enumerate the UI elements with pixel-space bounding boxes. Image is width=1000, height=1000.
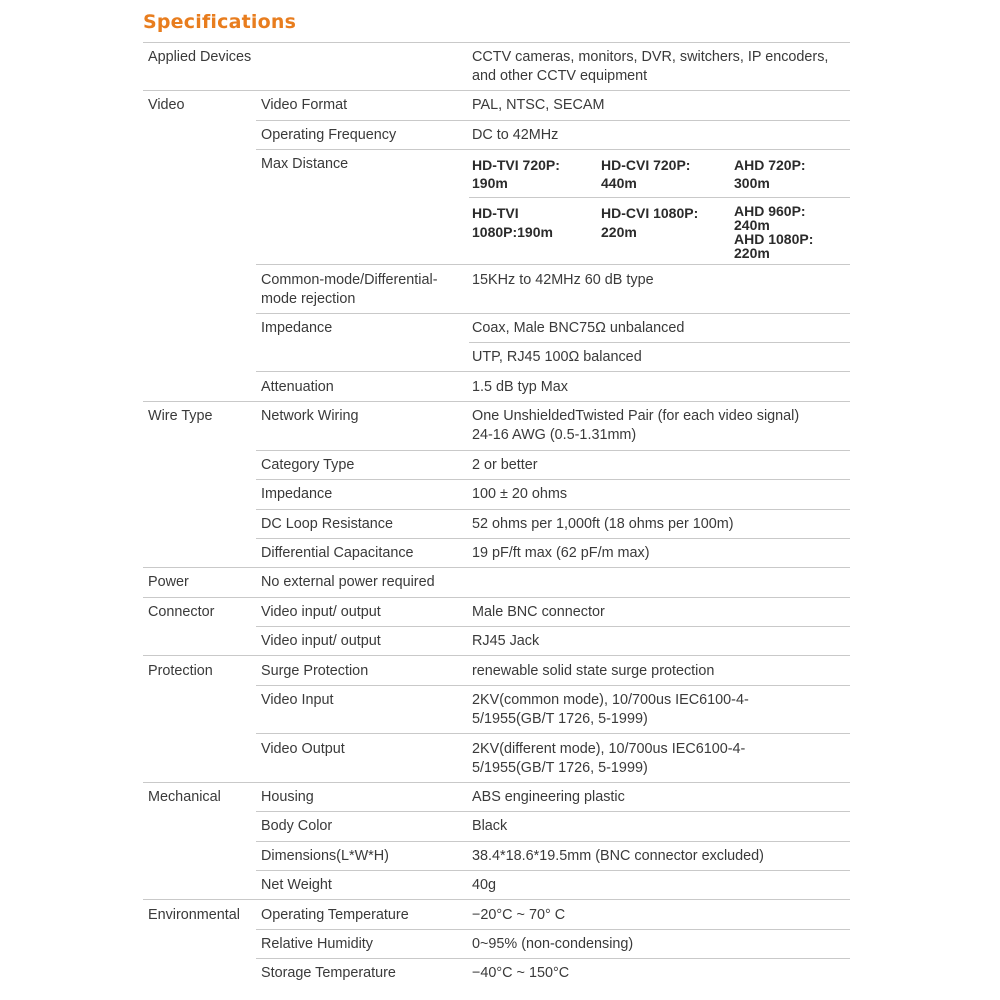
distance-value: AHD 1080P: — [734, 231, 814, 247]
row-divider — [143, 42, 850, 43]
row-divider — [256, 149, 850, 150]
spec-value: CCTV cameras, monitors, DVR, switchers, IP encoders, — [472, 49, 829, 65]
spec-value: 5/1955(GB/T 1726, 5-1999) — [472, 760, 648, 776]
row-divider — [143, 567, 850, 568]
spec-value: 1.5 dB typ Max — [472, 379, 568, 395]
spec-label: Dimensions(L*W*H) — [261, 848, 389, 864]
spec-label: Max Distance — [261, 156, 349, 172]
row-divider — [256, 733, 850, 734]
spec-label: Impedance — [261, 486, 333, 502]
spec-label: Operating Frequency — [261, 127, 397, 143]
spec-value: PAL, NTSC, SECAM — [472, 97, 605, 113]
distance-value: 440m — [601, 175, 637, 191]
row-divider — [143, 401, 850, 402]
spec-value: Black — [472, 818, 508, 834]
category-label: Wire Type — [148, 408, 213, 424]
spec-label: Video Input — [261, 692, 334, 708]
spec-value: −40°C ~ 150°C — [472, 965, 570, 981]
row-divider — [256, 626, 850, 627]
category-label: Mechanical — [148, 789, 221, 805]
spec-label: Video input/ output — [261, 633, 381, 649]
category-label: Power — [148, 574, 189, 590]
spec-label: Attenuation — [261, 379, 334, 395]
row-divider — [143, 597, 850, 598]
spec-value: 2KV(common mode), 10/700us IEC6100-4- — [472, 692, 749, 708]
spec-label: Video Output — [261, 741, 345, 757]
row-divider — [256, 120, 850, 121]
spec-label: Video Format — [261, 97, 348, 113]
row-divider — [256, 509, 850, 510]
distance-value: 220m — [601, 224, 637, 240]
distance-value: HD-TVI 720P: — [472, 157, 560, 173]
spec-value: −20°C ~ 70° C — [472, 907, 566, 923]
row-divider — [469, 342, 850, 343]
spec-value: and other CCTV equipment — [472, 68, 648, 84]
page-title: Specifications — [143, 11, 297, 33]
category-label: Video — [148, 97, 185, 113]
distance-value: 190m — [472, 175, 508, 191]
spec-label: Net Weight — [261, 877, 332, 893]
spec-label: Operating Temperature — [261, 907, 409, 923]
spec-value: UTP, RJ45 100Ω balanced — [472, 349, 642, 365]
distance-value: HD-CVI 1080P: — [601, 205, 699, 221]
spec-label: Body Color — [261, 818, 333, 834]
distance-value: 1080P:190m — [472, 224, 553, 240]
spec-value: 2KV(different mode), 10/700us IEC6100-4- — [472, 741, 746, 757]
row-divider — [143, 782, 850, 783]
spec-label: mode rejection — [261, 291, 356, 307]
spec-value: Male BNC connector — [472, 604, 605, 620]
row-divider — [256, 929, 850, 930]
distance-value: AHD 720P: — [734, 157, 806, 173]
spec-value: RJ45 Jack — [472, 633, 540, 649]
spec-value: 15KHz to 42MHz 60 dB type — [472, 272, 654, 288]
spec-label: Surge Protection — [261, 663, 369, 679]
row-divider — [256, 841, 850, 842]
row-divider — [256, 371, 850, 372]
spec-label: Video input/ output — [261, 604, 381, 620]
row-divider — [143, 899, 850, 900]
row-divider — [256, 870, 850, 871]
distance-value: HD-CVI 720P: — [601, 157, 691, 173]
row-divider — [256, 958, 850, 959]
spec-value: 19 pF/ft max (62 pF/m max) — [472, 545, 650, 561]
row-divider — [256, 811, 850, 812]
spec-value: 24-16 AWG (0.5-1.31mm) — [472, 427, 637, 443]
row-divider — [256, 479, 850, 480]
spec-value: 38.4*18.6*19.5mm (BNC connector excluded) — [472, 848, 764, 864]
distance-value: AHD 960P: — [734, 203, 806, 219]
spec-value: 52 ohms per 1,000ft (18 ohms per 100m) — [472, 516, 734, 532]
row-divider — [143, 90, 850, 91]
distance-value: HD-TVI — [472, 205, 519, 221]
spec-value: 2 or better — [472, 457, 538, 473]
spec-label: Common-mode/Differential- — [261, 272, 438, 288]
row-divider — [256, 264, 850, 265]
spec-label: Category Type — [261, 457, 355, 473]
spec-value: DC to 42MHz — [472, 127, 559, 143]
category-label: Protection — [148, 663, 213, 679]
category-label: Applied Devices — [148, 49, 252, 65]
category-label: Connector — [148, 604, 215, 620]
row-divider — [143, 655, 850, 656]
spec-label: DC Loop Resistance — [261, 516, 393, 532]
spec-value: 40g — [472, 877, 497, 893]
spec-value: 100 ± 20 ohms — [472, 486, 568, 502]
distance-value: 220m — [734, 245, 770, 261]
spec-label: Differential Capacitance — [261, 545, 414, 561]
spec-label: Housing — [261, 789, 314, 805]
spec-value: 0~95% (non-condensing) — [472, 936, 634, 952]
spec-label: Network Wiring — [261, 408, 359, 424]
spec-value: renewable solid state surge protection — [472, 663, 715, 679]
row-divider — [256, 685, 850, 686]
distance-value: 300m — [734, 175, 770, 191]
row-divider — [256, 313, 850, 314]
distance-value: 240m — [734, 217, 770, 233]
category-label: Environmental — [148, 907, 240, 923]
spec-value: ABS engineering plastic — [472, 789, 625, 805]
row-divider — [256, 538, 850, 539]
spec-value: 5/1955(GB/T 1726, 5-1999) — [472, 711, 648, 727]
spec-label: Relative Humidity — [261, 936, 373, 952]
spec-label: Impedance — [261, 320, 333, 336]
row-divider — [256, 450, 850, 451]
spec-value: Coax, Male BNC75Ω unbalanced — [472, 320, 685, 336]
spec-value: No external power required — [261, 574, 435, 590]
row-divider — [469, 197, 850, 198]
spec-label: Storage Temperature — [261, 965, 396, 981]
spec-value: One UnshieldedTwisted Pair (for each video signal) — [472, 408, 800, 424]
